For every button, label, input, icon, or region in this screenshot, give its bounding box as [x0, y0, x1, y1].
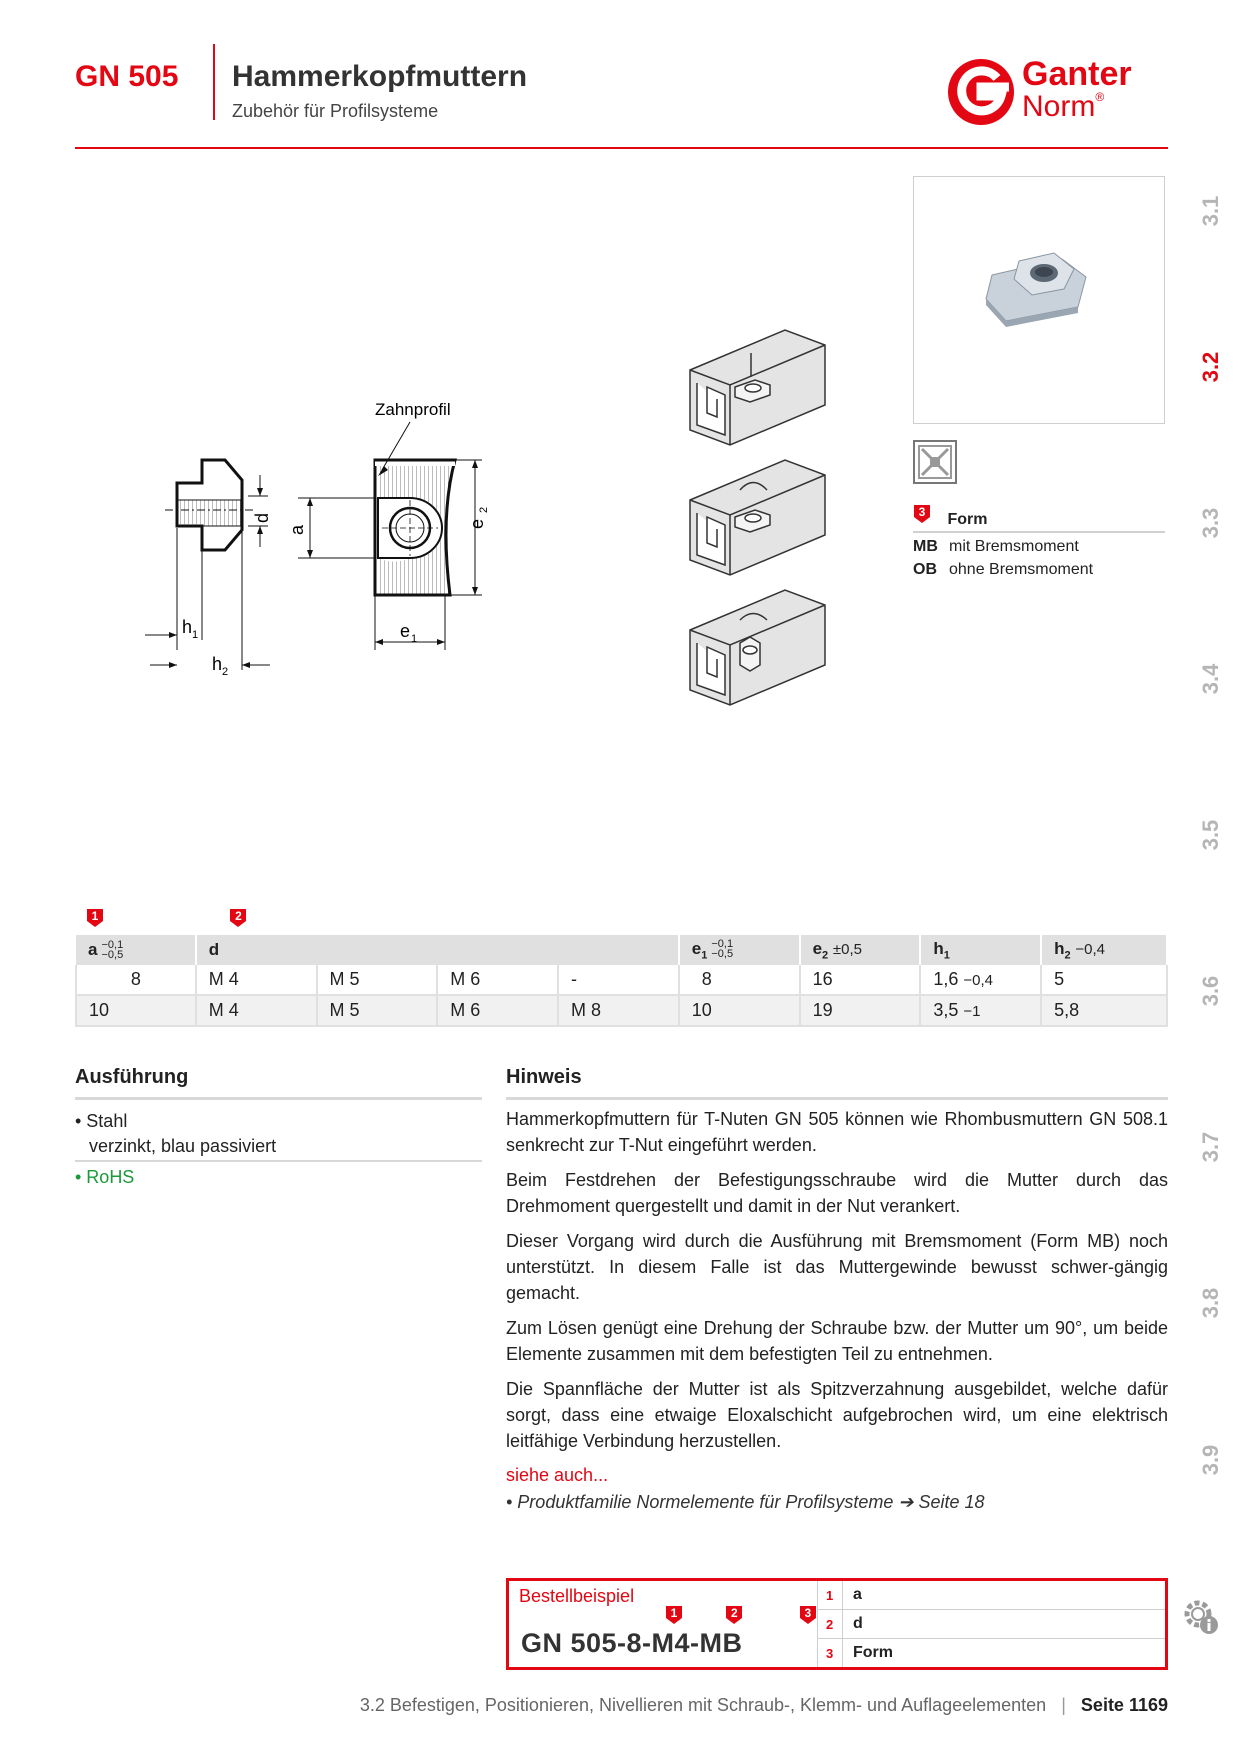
header-e2: $e_2 \pm 0,5$ [800, 935, 921, 965]
side-nav-3-4[interactable]: 3.4 [1198, 663, 1223, 695]
column-badge-2: 2 [229, 908, 247, 928]
list-item: • Stahl [75, 1111, 128, 1131]
page-footer [360, 1695, 1168, 1716]
header-h2: $h_2 -0,4$ [1041, 935, 1167, 965]
page-subtitle: Zubehör für Profilsysteme [232, 101, 439, 121]
hinweis-title: Hinweis [506, 1066, 582, 1088]
cell-e2: 19 [800, 995, 921, 1026]
mounting-sequence-illustration [685, 325, 835, 725]
dim-e2-sub: 2 [478, 506, 490, 513]
order-badge-3: 3 [799, 1605, 817, 1625]
ausfuehrung-rule [75, 1097, 482, 1100]
header-e1: $e_1-0,1$ −0,5 [679, 935, 800, 965]
side-nav-3-9[interactable]: 3.9 [1198, 1444, 1223, 1476]
cell-d: M 4 [196, 965, 317, 995]
dim-e2-label: e [467, 518, 487, 530]
cell-h2: 5 [1041, 965, 1167, 995]
side-nav-3-1[interactable]: 3.1 [1198, 195, 1223, 227]
cell-d: - [558, 965, 679, 995]
hinweis-paragraph: Beim Festdrehen der Befestigungsschraube wird die Mutter durch das Drehmoment quergestellt und damit in der Nut verankert. [506, 1170, 1168, 1216]
side-nav-3-8[interactable]: 3.8 [1198, 1287, 1223, 1319]
cell-e2: 16 [800, 965, 921, 995]
cell-d: M 8 [558, 995, 679, 1026]
page-number: Seite 1169 [1080, 1695, 1168, 1715]
header-rule [75, 147, 1168, 149]
order-legend-row: 2 d [818, 1610, 1166, 1639]
technical-drawing [120, 390, 520, 690]
order-legend-row: 3 Form [818, 1639, 1166, 1668]
form-legend-item-mb: MB mit Bremsmoment [913, 538, 1079, 555]
cell-a: 10 [76, 995, 196, 1026]
order-badge-2: 2 [725, 1605, 743, 1625]
see-also-label: siehe auch... [506, 1465, 609, 1485]
form-legend-title: 3 Form [913, 504, 987, 529]
logo-text-norm: Norm® [1022, 90, 1105, 123]
dim-d-label: d [252, 512, 272, 524]
header-h1: $h_1$ [920, 935, 1041, 965]
hinweis-rule [506, 1097, 1168, 1100]
hinweis-paragraph: Zum Lösen genügt eine Drehung der Schraube bzw. der Mutter um 90°, um beide Elemente zusammen mit dem befestigten Teil zu entnehmen. [506, 1318, 1168, 1364]
cell-h1: 1,6 −0,4 [920, 965, 1041, 995]
dim-e1-label: e [400, 621, 411, 641]
header-divider [213, 44, 215, 120]
footer-separator: | [1061, 1695, 1066, 1715]
header-a: a −0,1 −0,5 [76, 935, 196, 965]
cell-d: M 5 [317, 965, 438, 995]
table-header-row [76, 935, 1167, 965]
product-code: GN 505 [75, 60, 179, 93]
table-row [76, 965, 1167, 995]
side-nav-3-5[interactable]: 3.5 [1198, 819, 1223, 851]
side-nav-3-3[interactable]: 3.3 [1198, 507, 1223, 539]
hinweis-paragraph: Hammerkopfmuttern für T-Nuten GN 505 können wie Rhombusmuttern GN 508.1 senkrecht zur T-Nut eingeführt werden. [506, 1109, 1168, 1155]
dim-h2-sub: 2 [222, 666, 229, 678]
cell-d: M 6 [437, 995, 558, 1026]
zahnprofil-label: Zahnprofil [375, 400, 451, 419]
ganter-logo-icon [945, 56, 1017, 128]
cell-d: M 6 [437, 965, 558, 995]
dim-h1-sub: 1 [192, 629, 199, 641]
rohs-item: • RoHS [75, 1167, 135, 1187]
product-photo-box [913, 176, 1165, 424]
ausfuehrung-list [75, 1109, 482, 1159]
order-example-code: GN 505-8-M4-MB [521, 1628, 743, 1658]
hinweis-paragraph: Die Spannfläche der Mutter ist als Spitzverzahnung ausgebildet, welche dafür sorgt, dass eine etwaige Eloxalschicht aufgebrochen wird, um eine elektrisch leitfähige Verbindung herzustellen. [506, 1379, 1168, 1451]
column-badge-1: 1 [86, 908, 104, 928]
form-legend-item-ob: OB ohne Bremsmoment [913, 561, 1094, 578]
cell-a: 8 [76, 965, 196, 995]
dim-h1-label: h [182, 617, 193, 637]
order-legend-row: 1 a [818, 1581, 1166, 1610]
list-item-continued: verzinkt, blau passiviert [89, 1136, 277, 1156]
ausfuehrung-title: Ausführung [75, 1066, 189, 1088]
logo-text-ganter: Ganter [1022, 55, 1132, 93]
hinweis-paragraph: Dieser Vorgang wird durch die Ausführung mit Bremsmoment (Form MB) noch unterstützt. In diesem Falle ist das Muttergewinde bewusst schwer-gängig gemacht. [506, 1231, 1168, 1303]
see-also-link[interactable]: • Produktfamilie Normelemente für Profilsysteme ➔ Seite 18 [506, 1492, 985, 1512]
page-title: Hammerkopfmuttern [232, 60, 528, 93]
dim-h2-label: h [212, 654, 223, 674]
table-row [76, 995, 1167, 1026]
side-nav-3-2[interactable]: 3.2 [1198, 351, 1223, 383]
footer-section-text: 3.2 Befestigen, Positionieren, Nivellieren mit Schraub-, Klemm- und Auflageelementen [359, 1695, 1047, 1715]
cell-e1: 8 [679, 965, 800, 995]
cell-h1: 3,5 −1 [920, 995, 1041, 1026]
order-example-label: Bestellbeispiel [519, 1586, 635, 1606]
header-d: d [196, 935, 679, 965]
cell-d: M 5 [317, 995, 438, 1026]
form-badge-3: 3 [913, 504, 931, 524]
profile-system-icon [913, 440, 957, 484]
configurator-gear-info-icon[interactable] [1178, 1594, 1222, 1638]
dim-e1-sub: 1 [411, 633, 418, 645]
side-nav-3-7[interactable]: 3.7 [1198, 1131, 1223, 1163]
cell-h2: 5,8 [1041, 995, 1167, 1026]
ausfuehrung-item-rule [75, 1160, 482, 1162]
dimension-table [75, 935, 1168, 1027]
cell-d: M 4 [196, 995, 317, 1026]
order-badge-1: 1 [665, 1605, 683, 1625]
cell-e1: 10 [679, 995, 800, 1026]
dim-a-label: a [287, 524, 307, 536]
product-photo [914, 177, 1164, 423]
side-nav-3-6[interactable]: 3.6 [1198, 975, 1223, 1007]
order-legend-table [817, 1581, 1165, 1667]
form-legend-rule [913, 531, 1165, 533]
